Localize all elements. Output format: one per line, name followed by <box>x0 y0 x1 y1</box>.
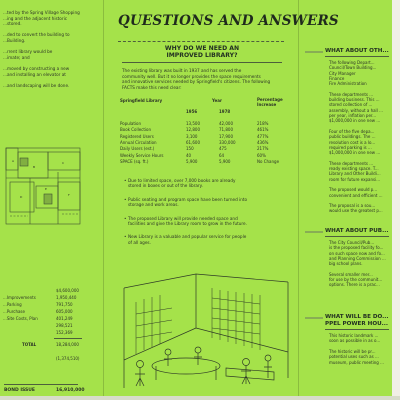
bullet-line: The proposed Library will provide needed space and <box>128 215 238 221</box>
table-cell-label: Book Collection <box>120 127 152 133</box>
bullet-dot: • <box>124 234 127 240</box>
header-year: Year <box>212 98 222 103</box>
question-heading <box>122 45 282 59</box>
section-line: on such space now and fo... <box>329 250 385 256</box>
table-cell-y2: 5,900 <box>219 158 231 164</box>
right-panel <box>299 0 392 396</box>
table-cell-y2: 42,000 <box>219 121 233 126</box>
section-underline <box>325 56 389 57</box>
left-panel <box>0 0 103 396</box>
table-row <box>120 121 290 126</box>
bullet-line: Public seating and program space have been turned into <box>128 196 248 202</box>
header-1956: 1956 <box>186 109 198 114</box>
table-cell-y1: 3,100 <box>186 133 198 139</box>
intro-line: The existing library was built in 1937 and has served the <box>122 68 242 73</box>
section-line: $1,000,000 in one new ... <box>329 118 381 124</box>
question-line-1: WHY DO WE NEED AN <box>164 45 240 52</box>
left-intro-line: ...moved by constructing a new <box>3 66 70 71</box>
bond-rule <box>4 384 78 385</box>
section-line: building business. This ... <box>329 97 380 103</box>
section-line: soon as possible in as o... <box>329 338 381 344</box>
section-line: $1,000,000 in one new ... <box>329 150 381 156</box>
section-line: Council/Town Building... <box>329 65 377 71</box>
intro-line: community well. But it no longer provides the space requirements <box>122 73 261 79</box>
left-intro-line: ...ded to convert the building to <box>3 32 70 38</box>
year-header-row <box>120 109 290 114</box>
section-line: options. There is a prac... <box>329 282 380 288</box>
site-plan-drawing <box>0 142 86 232</box>
section-line: assembly, without a hall ... <box>329 107 383 113</box>
section-heading-2: PPEL POWER HOU... <box>325 321 388 327</box>
table-cell-y1: 40 <box>186 152 192 158</box>
bullet-dot: • <box>124 196 127 202</box>
budget-row-value: 1,950,440 <box>56 295 77 300</box>
budget-row-value: $4,600,000 <box>56 288 79 293</box>
section-line: This historic landmark ... <box>329 333 379 338</box>
budget-row-label: ...Site Costs, Plan <box>3 316 38 321</box>
section-line: is the proposed facility fo... <box>329 245 384 251</box>
left-intro-line: ...ing and the adjacent historic <box>3 15 68 21</box>
bullet-line: stored in boxes or out of the library. <box>128 183 203 189</box>
section-line: These departments ... <box>329 91 374 97</box>
bullet-line: facilities and give the Library room to grow in the future. <box>128 221 247 226</box>
budget-row-label: ...Purchase <box>3 309 25 314</box>
bullet-line: storage and work areas. <box>128 202 179 208</box>
total-label: TOTAL <box>22 342 37 347</box>
left-intro-line: ...ted by the Spring Village Shopping <box>3 10 80 15</box>
svg-text:A: A <box>12 159 15 163</box>
section-line: potential uses such as ... <box>329 354 379 360</box>
bond-issue-value: 16,910,000 <box>56 388 85 393</box>
section-line: The proposed would p... <box>329 187 378 193</box>
table-cell-pct: 217% <box>257 146 269 152</box>
svg-text:E: E <box>45 187 47 191</box>
table-cell-y2: 475 <box>219 146 227 152</box>
section-line: ready existing space. T... <box>329 166 379 171</box>
section-line: Several smaller mer... <box>329 271 373 277</box>
table-cell-label: Annual Circulation <box>120 139 157 145</box>
svg-text:C: C <box>62 161 65 165</box>
section-line: museum, public meeting ... <box>329 359 384 365</box>
bullet-line: of all ages. <box>128 239 151 245</box>
table-cell-label: Daily Users (est.) <box>120 146 155 152</box>
section-line: and Planning Commission ... <box>329 255 386 261</box>
left-intro-line: ...Building. <box>3 38 26 43</box>
section-line: Fire Administration <box>329 81 367 87</box>
page-title: QUESTIONS AND ANSWERS <box>118 13 339 29</box>
table-cell-pct: 60% <box>257 152 266 158</box>
left-intro-line: ...and landscaping will be done. <box>3 82 70 88</box>
section-line: required parking is ... <box>329 144 372 150</box>
question-line-2: IMPROVED LIBRARY? <box>166 52 238 60</box>
left-intro-line: ...rrent library would be <box>3 49 53 55</box>
section-line: The following Depart... <box>329 60 375 65</box>
section-heading: WHAT WILL BE DO... <box>325 314 389 320</box>
section-underline <box>325 236 389 237</box>
section-line: The City Council/Pub... <box>329 240 375 245</box>
minus-value: (1,374,510) <box>56 356 80 361</box>
table-cell-pct: 461% <box>257 127 269 133</box>
table-cell-y1: 12,800 <box>186 127 200 133</box>
section-rule <box>305 51 323 53</box>
table-cell-label: Population <box>120 121 142 126</box>
section-line: Finance <box>329 75 345 81</box>
table-cell-y2: 71,800 <box>219 127 233 133</box>
table-cell-y1: 61,600 <box>186 139 200 145</box>
header-library: Springfield Library <box>120 98 163 103</box>
left-intro-line: ...imate; and <box>3 54 30 60</box>
section-line: would use the greatest p... <box>329 208 383 214</box>
table-cell-pct: No Change <box>257 158 280 164</box>
bond-issue-label: BOND ISSUE <box>4 388 36 393</box>
header-percentage: Percentage Increase <box>257 97 283 107</box>
budget-row-value: 298,521 <box>56 323 73 328</box>
intro-line: FACTS make this need clear: <box>122 84 182 90</box>
table-row <box>120 159 290 164</box>
table-cell-y2: 64 <box>219 152 225 158</box>
budget-row-value: 152,369 <box>56 330 73 335</box>
left-intro-line: ...stored. <box>3 21 22 27</box>
budget-row-value: 791,750 <box>56 302 73 307</box>
section-heading: WHAT ABOUT OTH... <box>325 48 389 54</box>
section-rule <box>305 231 323 233</box>
scan-edge-bottom <box>0 396 400 400</box>
section-line: City Manager <box>329 70 356 76</box>
scan-edge-right <box>392 0 400 400</box>
section-line: Library and Other Buildi... <box>329 171 381 177</box>
budget-sum-rule <box>54 338 82 339</box>
budget-row-label: ...Parking <box>3 302 22 307</box>
table-cell-y2: 330,000 <box>219 139 236 145</box>
section-line: big school plans. <box>329 261 363 267</box>
table-cell-pct: 477% <box>257 133 269 139</box>
section-underline <box>325 329 389 330</box>
section-line: convenient and efficient ... <box>329 192 383 198</box>
section-line: for use by the communit... <box>329 277 383 283</box>
section-line: These departments ... <box>329 160 374 166</box>
section-line: Four of the five depa... <box>329 128 375 134</box>
section-line: The proposal is a sou... <box>329 203 376 209</box>
table-cell-pct: 436% <box>257 139 269 145</box>
svg-text:B: B <box>33 165 36 169</box>
bullet-line: Due to limited space, over 7,000 books are already <box>128 178 236 183</box>
bullet-line: New Library is a valuable and popular service for people <box>128 234 247 240</box>
title-separator <box>118 41 284 42</box>
section-line: resolution cost is a lo... <box>329 139 376 145</box>
budget-row-value: 401,249 <box>56 316 73 321</box>
intro-line: and innovative services needed by Springfield's citizens. The following <box>122 79 271 85</box>
table-row <box>120 140 290 145</box>
table-cell-y2: 17,900 <box>219 133 233 139</box>
section-heading: WHAT ABOUT PUB... <box>325 228 389 234</box>
section-line: room for future expansi... <box>329 176 381 182</box>
header-1978: 1978 <box>219 109 231 114</box>
svg-text:F: F <box>68 193 70 197</box>
table-header-row <box>120 97 290 107</box>
question-underline <box>122 62 282 63</box>
table-cell-label: SPACE (sq. ft.) <box>120 158 149 164</box>
budget-row-label: ...Improvements <box>3 295 36 300</box>
section-line: stored collection of ... <box>329 102 373 108</box>
table-cell-pct: 218% <box>257 121 269 126</box>
table-row <box>120 153 290 158</box>
table-row <box>120 127 290 132</box>
svg-text:D: D <box>20 195 23 199</box>
table-cell-y1: 13,500 <box>186 121 200 126</box>
table-cell-y1: 5,900 <box>186 158 198 164</box>
library-interior-sketch <box>116 268 292 393</box>
table-cell-label: Registered Users <box>120 133 154 139</box>
table-cell-label: Weekly Service Hours <box>120 152 164 158</box>
table-row <box>120 146 290 151</box>
table-row <box>120 134 290 139</box>
budget-row-value: 605,000 <box>56 309 73 314</box>
section-line: per year, inflation per... <box>329 113 377 118</box>
bullet-dot: • <box>124 178 127 183</box>
section-line: public buildings. The ... <box>329 134 376 140</box>
bullet-dot: • <box>124 215 127 221</box>
section-rule <box>305 317 323 319</box>
section-line: The historic will be pr... <box>329 348 376 354</box>
left-intro-line: ...and installing an elevator at <box>3 71 66 77</box>
total-value: 18,284,000 <box>56 342 79 347</box>
table-cell-y1: 150 <box>186 146 194 152</box>
